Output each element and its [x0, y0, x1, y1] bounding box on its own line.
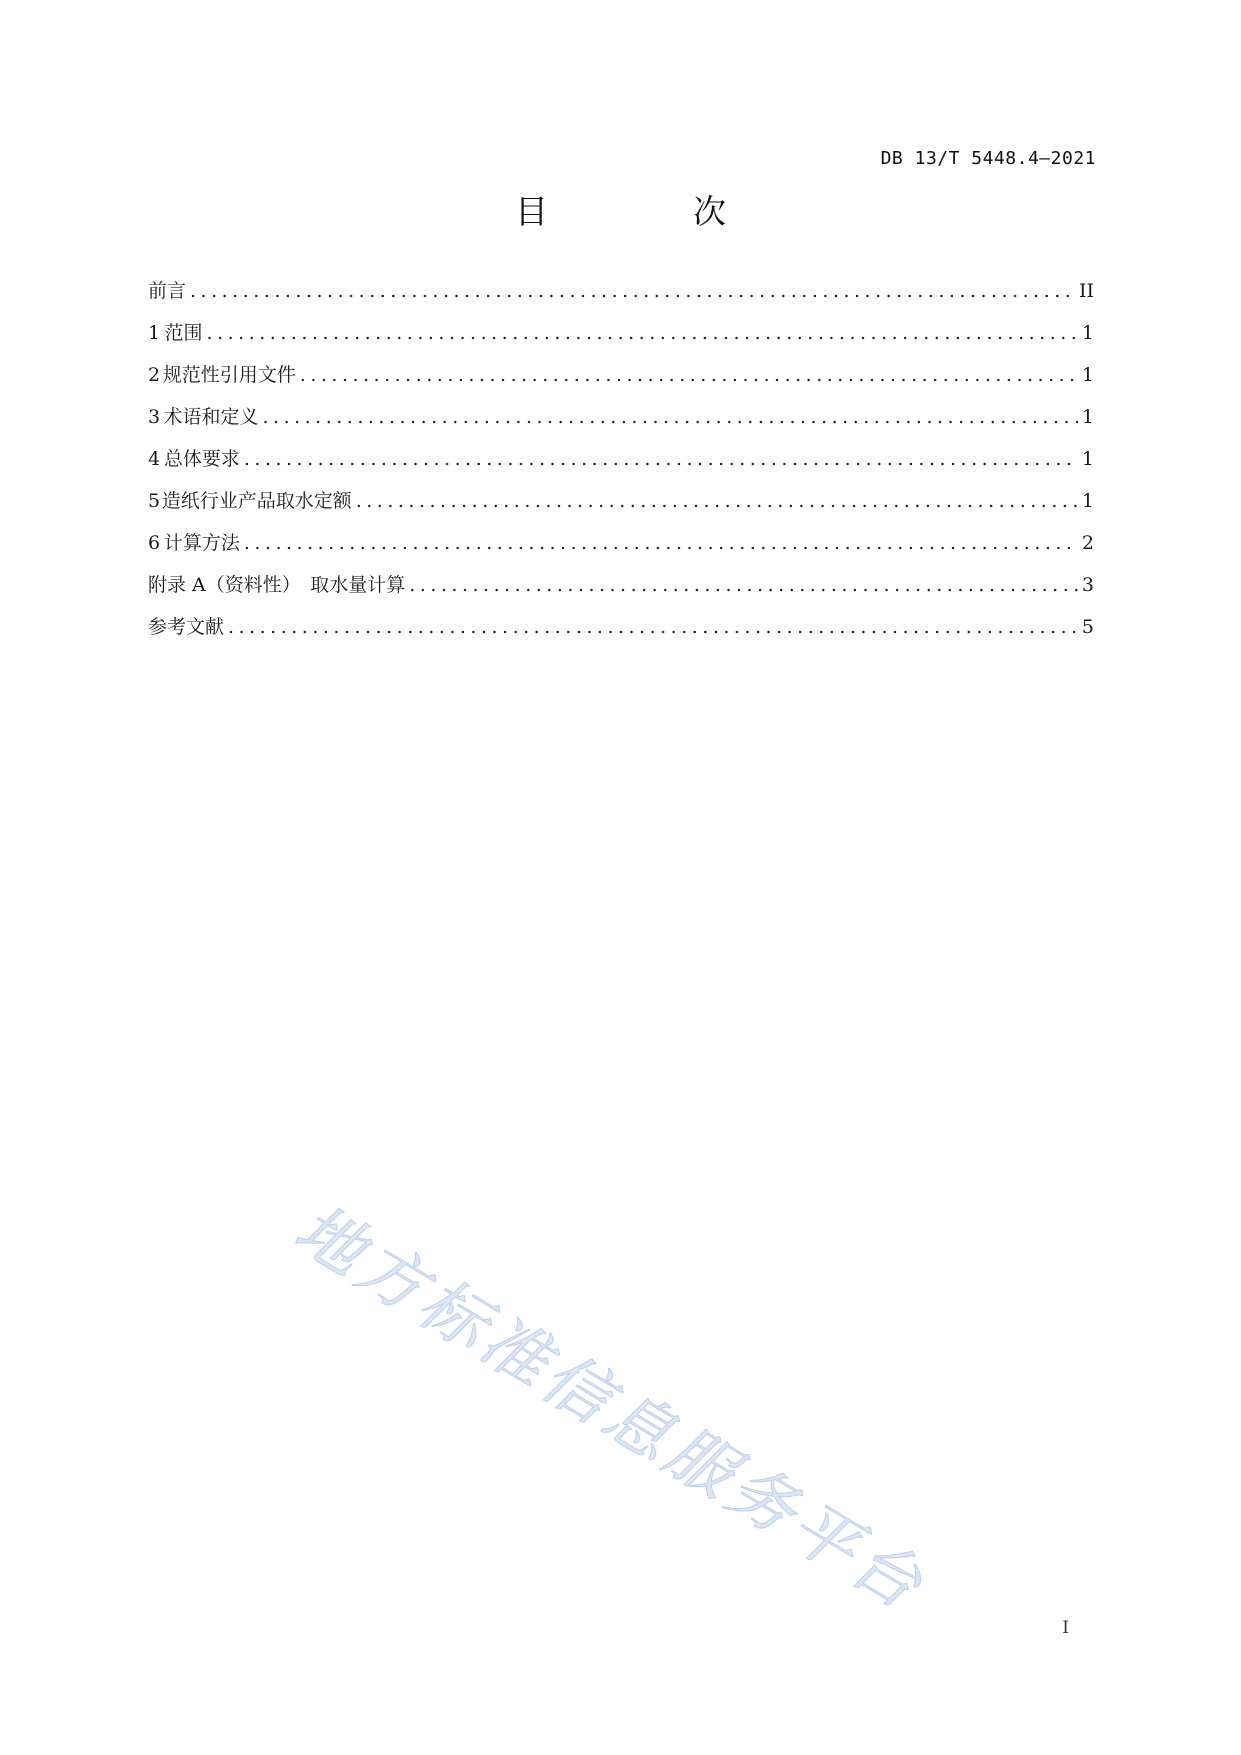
toc-entry-page: 1	[1081, 490, 1094, 512]
table-of-contents	[148, 276, 1094, 654]
toc-leader-dots	[300, 364, 1078, 386]
page-number: I	[1062, 1618, 1069, 1638]
toc-entry-label: 术语和定义	[163, 406, 259, 428]
toc-entry[interactable]	[148, 360, 1094, 402]
toc-entry-number: 1	[148, 322, 161, 344]
toc-leader-dots	[190, 280, 1075, 302]
toc-entry-label: 计算方法	[163, 532, 240, 554]
toc-entry-page: 5	[1081, 616, 1094, 638]
toc-entry-page: 2	[1081, 532, 1094, 554]
toc-entry[interactable]	[148, 486, 1094, 528]
toc-entry[interactable]	[148, 318, 1094, 360]
toc-entry[interactable]	[148, 276, 1094, 318]
toc-entry-page: 1	[1081, 364, 1094, 386]
toc-entry-label: 规范性引用文件	[162, 364, 296, 386]
toc-entry-label: 总体要求	[163, 448, 240, 470]
toc-entry-page: II	[1078, 280, 1094, 302]
watermark: 地方标准信息服务平台	[282, 1189, 939, 1627]
toc-entry-page: 1	[1081, 406, 1094, 428]
toc-entry-page: 3	[1081, 574, 1094, 596]
toc-entry-label: 范围	[164, 322, 203, 344]
page-title: 目 次	[515, 192, 782, 231]
toc-entry-number: 3	[148, 406, 161, 428]
toc-entry-number: 5	[148, 490, 161, 512]
toc-leader-dots	[409, 574, 1078, 596]
toc-leader-dots	[244, 448, 1078, 470]
document-code: DB 13/T 5448.4—2021	[880, 148, 1096, 169]
toc-entry-label: 附录 A（资料性） 取水量计算	[148, 574, 406, 596]
toc-entry[interactable]	[148, 612, 1094, 654]
toc-entry-number: 4	[148, 448, 161, 470]
toc-entry-label: 参考文献	[148, 616, 225, 638]
toc-entry[interactable]	[148, 444, 1094, 486]
toc-entry[interactable]	[148, 570, 1094, 612]
toc-entry-number: 2	[148, 364, 161, 386]
toc-entry-label: 前言	[148, 280, 187, 302]
toc-entry-page: 1	[1081, 448, 1094, 470]
toc-entry[interactable]	[148, 402, 1094, 444]
toc-leader-dots	[207, 322, 1078, 344]
toc-leader-dots	[356, 490, 1078, 512]
toc-leader-dots	[262, 406, 1077, 428]
toc-entry-page: 1	[1081, 322, 1094, 344]
toc-entry[interactable]	[148, 528, 1094, 570]
toc-entry-number: 6	[148, 532, 161, 554]
toc-leader-dots	[244, 532, 1078, 554]
toc-leader-dots	[228, 616, 1078, 638]
toc-entry-label: 造纸行业产品取水定额	[161, 490, 352, 512]
